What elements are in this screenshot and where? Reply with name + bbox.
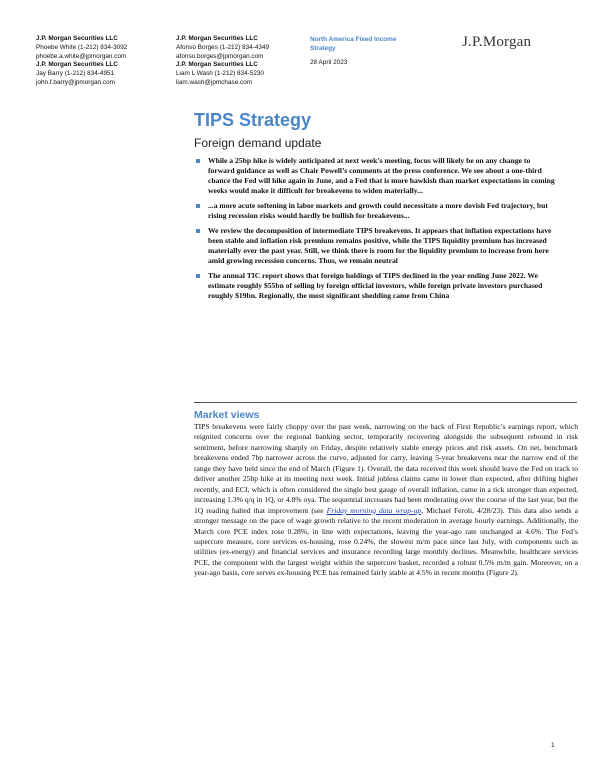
contact-name-phone: Liam L Wash (1-212) 834-5230 <box>176 70 264 78</box>
market-views-body <box>194 422 578 579</box>
report-meta <box>310 35 420 68</box>
page-subtitle: Foreign demand update <box>194 136 322 150</box>
divider <box>194 402 577 403</box>
contact-email[interactable]: john.f.barry@jpmorgan.com <box>36 78 115 86</box>
key-points-list <box>194 156 558 306</box>
section-name: North America Fixed Income Strategy <box>310 36 397 52</box>
contact-firm: J.P. Morgan Securities LLC <box>36 61 118 69</box>
bullet-square-icon <box>196 274 200 278</box>
body-text-part: , Michael Feroli, 4/28/23). This data also sends a stronger message on the pace of wage growth relative to the recent moderation in average hourly earnings. Additionally, the March core PCE index rose 0.28%, in line with expectations, leaving the year-ago rate unchanged at 4.6%. The Fed’s supercore measure, core services ex-housing, rose 0.24%, the slowest m/m pace since last July, with components such as utilities (ex-energy) and financial services and insurance recording large monthly declines. Meanwhile, healthcare services PCE, the component with the largest weight within the supercore basket, recorded a robust 0.5% m/m gain. Moreover, on a year-ago basis, core serves ex-housing PCE has remained fairly stable at 4.5% in recent months (Figure 2). <box>194 505 578 578</box>
page-number: 1 <box>551 742 555 749</box>
bullet-square-icon <box>196 204 200 208</box>
contact-firm: J.P. Morgan Securities LLC <box>176 35 258 42</box>
contact-block <box>36 35 127 61</box>
bullet-square-icon <box>196 159 200 163</box>
key-point <box>194 271 558 301</box>
market-views-heading: Market views <box>194 409 260 421</box>
contact-email[interactable]: afonso.borges@jpmorgan.com <box>176 52 264 60</box>
contact-email[interactable]: phoebe.a.white@jpmorgan.com <box>36 52 127 60</box>
contact-block <box>176 35 269 61</box>
contact-firm: J.P. Morgan Securities LLC <box>176 61 258 69</box>
key-point <box>194 226 558 266</box>
key-point <box>194 156 558 196</box>
jpmorgan-logo: J.P.Morgan <box>462 34 532 50</box>
contact-firm: J.P. Morgan Securities LLC <box>36 35 118 42</box>
key-point <box>194 201 558 221</box>
contact-block <box>176 61 269 87</box>
page-title: TIPS Strategy <box>194 110 312 130</box>
key-point-text: We review the decomposition of intermediate TIPS breakevens. It appears that inflation expectations have been stable and inflation risk premium remains positive, while the TIPS liquidity premium has increased materially over the past year. Still, we think there is room for the liquidity premium to increase from here amid growing recession concerns. Thus, we remain neutral <box>208 226 552 265</box>
contact-block <box>36 61 127 87</box>
contact-email[interactable]: liam.wash@jpmchase.com <box>176 78 253 86</box>
contact-name-phone: Phoebe White (1-212) 834-3092 <box>36 43 128 51</box>
report-date: 28 April 2023 <box>310 59 348 66</box>
contact-name-phone: Afonso Borges (1-212) 834-4349 <box>176 43 270 51</box>
contact-name-phone: Jay Barry (1-212) 834-4951 <box>36 70 115 78</box>
key-point-text: The annual TIC report shows that foreign holdings of TIPS declined in the year ending June 2022. We estimate roughly $55bn of selling by foreign official investors, while foreign private investors purchased roughly $19bn. Regionally, the most significant shedding came from China <box>208 271 543 300</box>
body-text-part: TIPS breakevens were fairly choppy over the past week, narrowing on the back of First Republic’s earnings report, which reignited concerns over the regional banking sector, temporarily recovering alongside the subsequent rebound in risk sentiment, before narrowing sharply on Friday, despite relatively stable energy prices and risk assets. On net, benchmark breakevens ended 7bp narrower across the curve, adjusted for carry, leaving 5-year breakevens near the narrow end of the range they have held since the end of March (Figure 1). Overall, the data received this week should leave the Fed on track to deliver another 25bp hike at its meeting next week. Initial jobless claims came in lower than expected, after drifting higher recently, and ECI, which is often considered the single best gauge of overall inflation, came in a tick stronger than expected, increasing 1.3% q/q in 1Q, or 4.8% oya. The sequential increases had been moderating over the course of the last year, but the 1Q reading halted that improvement (see <box>194 422 578 515</box>
key-point-text: ...a more acute softening in labor markets and growth could necessitate a more dovish Fed trajectory, but rising recession risks would hardly be bullish for breakevens... <box>208 201 548 220</box>
data-wrap-up-link[interactable]: Friday morning data wrap-up <box>326 505 422 515</box>
contacts-column-1 <box>36 35 127 88</box>
contacts-column-2 <box>176 35 269 88</box>
bullet-square-icon <box>196 229 200 233</box>
key-point-text: While a 25bp hike is widely anticipated at next week’s meeting, focus will likely be on any change to forward guidance as well as Chair Powell’s comments at the press conference. We see about a one-third chance the Fed will hike again in June, and a Fed that is more hawkish than market expectations in coming weeks would make it difficult for breakevens to widen materially... <box>208 156 555 195</box>
